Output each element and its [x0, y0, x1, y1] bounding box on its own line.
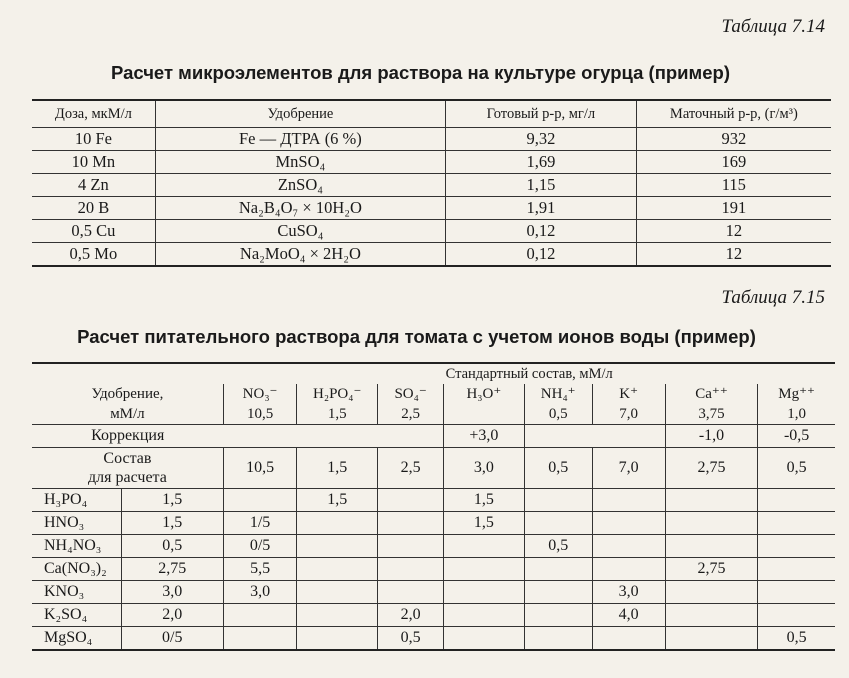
calc-value: 0,5: [524, 448, 592, 489]
calc-value: 10,5: [223, 448, 296, 489]
cell-dose: 10 Fe: [32, 128, 155, 151]
table-row: [32, 151, 831, 174]
cell-ready: 1,69: [446, 151, 637, 174]
cell-ready: 9,32: [446, 128, 637, 151]
cell-dose: 10 Mn: [32, 151, 155, 174]
correction-mg: -0,5: [758, 425, 835, 448]
fertilizer-amount: 0,5: [121, 535, 223, 558]
table-row: MgSO₄ 0/5 0,5 0,5: [32, 627, 835, 651]
calc-value: 2,75: [665, 448, 758, 489]
table-row: Ca(NO₃)₂ 2,75 5,5 2,75: [32, 558, 835, 581]
cell-stock: 12: [636, 243, 831, 267]
fertilizer-name: K₂SO₄: [32, 604, 121, 627]
table-7-14-title: Расчет микроэлементов для раствора на культуре огурца (пример): [111, 62, 730, 83]
calc-value: 3,0: [444, 448, 525, 489]
ion-so4: SO₄⁻: [378, 384, 444, 404]
header-fertilizer: Удобрение: [155, 100, 445, 128]
fertilizer-name: KNO₃: [32, 581, 121, 604]
nutrient-solution-table: [32, 362, 835, 651]
fertilizer-label: Удобрение,: [91, 385, 164, 402]
fertilizer-amount: 1,5: [121, 489, 223, 512]
cell-stock: 191: [636, 197, 831, 220]
cell-stock: 169: [636, 151, 831, 174]
fertilizer-unit-label: мМ/л: [110, 405, 145, 422]
correction-row: [32, 425, 835, 448]
correction-ca: -1,0: [665, 425, 758, 448]
fertilizer-amount: 2,0: [121, 604, 223, 627]
table-7-15-title: Расчет питательного раствора для томата с учетом ионов воды (пример): [77, 326, 756, 347]
micronutrients-table: [32, 99, 831, 267]
ion-k: K⁺: [592, 384, 665, 404]
table-row: [32, 174, 831, 197]
fertilizer-name: MgSO₄: [32, 627, 121, 651]
fertilizer-name: NH₄NO₃: [32, 535, 121, 558]
std-value: 2,5: [378, 404, 444, 425]
ion-mg: Mg⁺⁺: [758, 384, 835, 404]
standard-composition-label: Стандартный состав, мМ/л: [445, 365, 613, 382]
standard-values-row: [32, 404, 835, 425]
fertilizer-amount: 1,5: [121, 512, 223, 535]
std-value: 1,0: [758, 404, 835, 425]
calc-value: 2,5: [378, 448, 444, 489]
cell-dose: 20 B: [32, 197, 155, 220]
cell-fertilizer: MnSO₄: [155, 151, 445, 174]
calc-value: 7,0: [592, 448, 665, 489]
cell-dose: 0,5 Mo: [32, 243, 155, 267]
cell-ready: 0,12: [446, 220, 637, 243]
std-value: 7,0: [592, 404, 665, 425]
table-row: [32, 220, 831, 243]
header-ready-solution: Готовый р-р, мг/л: [446, 100, 637, 128]
ion-no3: NO₃⁻: [223, 384, 296, 404]
table-row: [32, 128, 831, 151]
fertilizer-amount: 3,0: [121, 581, 223, 604]
ion-h3o: H₃O⁺: [444, 384, 525, 404]
cell-dose: 4 Zn: [32, 174, 155, 197]
std-value: 0,5: [524, 404, 592, 425]
ion-header-row: [32, 384, 835, 404]
cell-fertilizer: Fe — ДТРА (6 %): [155, 128, 445, 151]
standard-composition-row: [32, 363, 835, 384]
ion-ca: Ca⁺⁺: [665, 384, 758, 404]
cell-fertilizer: ZnSO₄: [155, 174, 445, 197]
calculation-composition-row: [32, 448, 835, 489]
fertilizer-name: Ca(NO₃)₂: [32, 558, 121, 581]
table-row: HNO₃ 1,5 1/5 1,5: [32, 512, 835, 535]
table-row: KNO₃ 3,0 3,0 3,0: [32, 581, 835, 604]
calculation-composition-label: Состав для расчета: [32, 448, 223, 489]
table-7-14-caption: Таблица 7.14: [721, 16, 825, 37]
correction-h3o: +3,0: [444, 425, 525, 448]
fertilizer-name: H₃PO₄: [32, 489, 121, 512]
table-row: [32, 197, 831, 220]
std-value: 10,5: [223, 404, 296, 425]
cell-fertilizer: Na₂MoO₄ × 2H₂O: [155, 243, 445, 267]
calc-value: 1,5: [297, 448, 378, 489]
std-value: 3,75: [665, 404, 758, 425]
calc-value: 0,5: [758, 448, 835, 489]
header-dose: Доза, мкМ/л: [54, 105, 132, 122]
cell-stock: 932: [636, 128, 831, 151]
cell-fertilizer: CuSO₄: [155, 220, 445, 243]
correction-label: Коррекция: [32, 425, 223, 448]
cell-stock: 12: [636, 220, 831, 243]
fertilizer-amount: 2,75: [121, 558, 223, 581]
std-value: 1,5: [297, 404, 378, 425]
table-row: NH₄NO₃ 0,5 0/5 0,5: [32, 535, 835, 558]
table-row: H₃PO₄ 1,5 1,5 1,5: [32, 489, 835, 512]
fertilizer-name: HNO₃: [32, 512, 121, 535]
ion-nh4: NH₄⁺: [524, 384, 592, 404]
cell-stock: 115: [636, 174, 831, 197]
fertilizer-amount: 0/5: [121, 627, 223, 651]
header-stock-solution: Маточный р-р, (г/м³): [636, 100, 831, 128]
cell-fertilizer: Na₂B₄O₇ × 10H₂O: [155, 197, 445, 220]
ion-h2po4: H₂PO₄⁻: [297, 384, 378, 404]
cell-ready: 1,15: [446, 174, 637, 197]
table-header-row: [32, 100, 831, 128]
cell-dose: 0,5 Cu: [32, 220, 155, 243]
table-7-15-caption: Таблица 7.15: [721, 287, 825, 308]
cell-ready: 1,91: [446, 197, 637, 220]
cell-ready: 0,12: [446, 243, 637, 267]
std-value: [444, 404, 525, 425]
table-row: K₂SO₄ 2,0 2,0 4,0: [32, 604, 835, 627]
table-row: [32, 243, 831, 267]
